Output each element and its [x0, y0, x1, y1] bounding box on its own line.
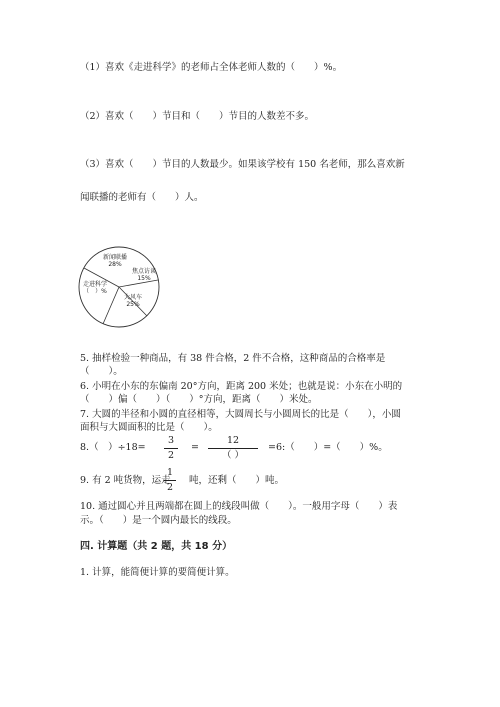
- question-6-line-2: （ ）偏（ ）（ ）°方向，距离（ ）米处。: [80, 394, 318, 405]
- pie-value-science: （ ）%: [83, 288, 107, 295]
- question-7-line-1: 7. 大圆的半径和小圆的直径相等，大圆周长与小圆周长的比是（ ），小圆: [80, 409, 401, 420]
- question-9-fraction: [164, 467, 176, 494]
- fraction-1-bar: [164, 448, 178, 449]
- question-10-line-1: 10. 通过圆心并且两端都在圆上的线段叫做（ ）。一般用字母（ ）表: [80, 501, 398, 512]
- question-2: （2）喜欢（ ）节目和（ ）节目的人数差不多。: [80, 111, 315, 122]
- pie-label-news: 新闻联播: [102, 254, 128, 261]
- fraction-2-numerator: 12: [226, 435, 240, 446]
- fraction-3-bar: [164, 480, 176, 481]
- pie-label-windmill: 大风车: [123, 294, 143, 301]
- question-8-end: =6:（ ）=（ ）%。: [268, 442, 388, 453]
- section-4-heading: 四. 计算题（共 2 题，共 18 分）: [80, 541, 233, 552]
- fraction-1-denominator: 2: [167, 450, 175, 461]
- pie-value-focus: 15%: [137, 275, 151, 282]
- question-9-start: 9. 有 2 吨货物，运走: [80, 475, 171, 486]
- fraction-3-numerator: 1: [166, 467, 174, 478]
- question-8-start: 8.（ ）÷18=: [80, 442, 146, 453]
- question-10-line-2: 示。（ ）是一个圆内最长的线段。: [80, 515, 237, 526]
- question-7-line-2: 面积与大圆面积的比是（ ）。: [80, 422, 218, 433]
- question-3-line-2: 闻联播的老师有（ ）人。: [80, 192, 204, 203]
- question-1: （1）喜欢《走进科学》的老师占全体老师人数的（ ）%。: [80, 62, 343, 73]
- fraction-1-numerator: 3: [167, 435, 175, 446]
- pie-value-windmill: 25%: [126, 301, 140, 308]
- pie-label-focus: 焦点访谈: [131, 268, 157, 275]
- section-4-question-1: 1. 计算，能简便计算的要简便计算。: [80, 567, 235, 578]
- pie-label-science: 走进科学: [82, 281, 108, 288]
- pie-chart: [75, 245, 175, 330]
- question-3-line-1: （3）喜欢（ ）节目的人数最少。如果该学校有 150 名老师，那么喜欢新: [80, 159, 405, 170]
- question-9-end: 吨，还剩（ ）吨。: [189, 475, 285, 486]
- fraction-2-denominator: （ ）: [221, 450, 245, 461]
- question-6-line-1: 6. 小明在小东的东偏南 20°方向，距离 200 米处；也就是说：小东在小明的: [80, 381, 403, 392]
- fraction-2-bar: [208, 448, 258, 449]
- question-8-fraction-2: [208, 435, 258, 462]
- question-8-equals: =: [191, 442, 199, 453]
- pie-value-news: 28%: [108, 261, 122, 268]
- question-5-line-1: 5. 抽样检验一种商品，有 38 件合格，2 件不合格，这种商品的合格率是: [80, 353, 386, 364]
- question-8-fraction-1: [164, 435, 178, 462]
- fraction-3-denominator: 2: [166, 482, 174, 493]
- question-5-line-2: （ ）。: [80, 366, 123, 377]
